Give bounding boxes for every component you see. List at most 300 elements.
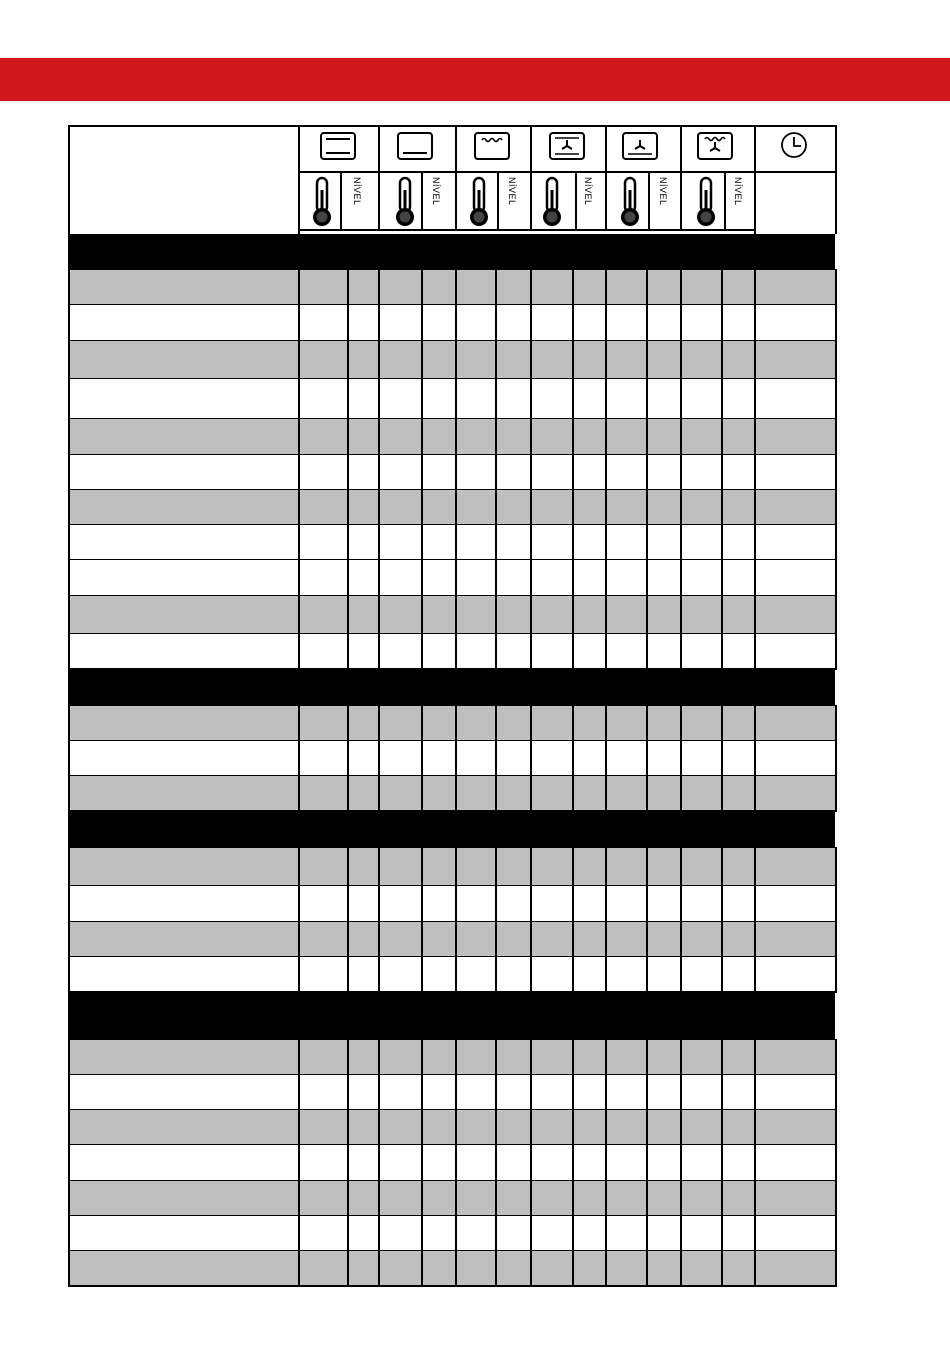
table-cell [572, 1040, 605, 1075]
table-cell [572, 957, 605, 992]
grid-line [646, 886, 648, 922]
table-cell [347, 1145, 378, 1181]
table-cell [298, 776, 347, 811]
table-cell [421, 1216, 455, 1251]
row-label-cell [68, 776, 298, 811]
table-cell [572, 455, 605, 490]
grid-line [495, 1181, 497, 1216]
table-cell [495, 341, 530, 379]
table-cell [530, 455, 572, 490]
grid-line [721, 776, 723, 811]
grid-line [680, 419, 682, 455]
table-cell [495, 957, 530, 992]
grid-line [835, 596, 837, 634]
grid-line [646, 596, 648, 634]
grid-line [68, 1040, 70, 1075]
table-cell [605, 379, 646, 419]
grid-line [835, 490, 837, 525]
table-cell [347, 1075, 378, 1110]
table-cell [298, 706, 347, 741]
grid-line [378, 1110, 380, 1145]
table-cell [455, 1075, 495, 1110]
row-label-cell [68, 1145, 298, 1181]
grid-line [455, 1075, 457, 1110]
grid-line [754, 305, 756, 341]
section-header-row [68, 669, 835, 706]
grid-line [680, 1110, 682, 1145]
grid-line [605, 419, 607, 455]
grid-line [572, 455, 574, 490]
table-cell [298, 341, 347, 379]
table-cell [421, 1075, 455, 1110]
grid-line [530, 419, 532, 455]
grid-line [646, 1216, 648, 1251]
table-cell [754, 1181, 835, 1216]
table-cell [378, 1216, 421, 1251]
grid-line [347, 741, 349, 776]
table-cell [680, 776, 721, 811]
grid-line [68, 1181, 70, 1216]
table-cell [347, 1251, 378, 1286]
table-cell [754, 1145, 835, 1181]
grid-line [298, 1040, 300, 1075]
row-label-cell [68, 490, 298, 525]
table-cell [605, 455, 646, 490]
table-cell [421, 741, 455, 776]
grid-line [421, 490, 423, 525]
section-header-row [68, 234, 835, 270]
grid-line [680, 490, 682, 525]
grid-line [646, 741, 648, 776]
grid-line [572, 776, 574, 811]
grid-line [378, 125, 380, 171]
grid-line [298, 1181, 300, 1216]
table-cell [378, 455, 421, 490]
table-cell [530, 596, 572, 634]
grid-line [530, 886, 532, 922]
grid-line [680, 305, 682, 341]
table-cell [680, 848, 721, 886]
table-cell [605, 596, 646, 634]
table-cell [530, 776, 572, 811]
row-label-cell [68, 419, 298, 455]
grid-line [455, 379, 457, 419]
grid-line [298, 922, 300, 957]
grid-line [495, 848, 497, 886]
table-cell [754, 270, 835, 305]
grid-line [68, 419, 70, 455]
grid-line [680, 270, 682, 305]
table-cell [298, 270, 347, 305]
table-cell [680, 379, 721, 419]
grid-line [680, 1075, 682, 1110]
table-cell [605, 634, 646, 669]
table-cell [298, 1110, 347, 1145]
grid-line [298, 957, 300, 992]
grid-line [421, 1145, 423, 1181]
grid-line [605, 1216, 607, 1251]
table-cell [530, 419, 572, 455]
grid-line [754, 922, 756, 957]
grid-line [605, 270, 607, 305]
grid-line [646, 455, 648, 490]
grid-line [298, 741, 300, 776]
grid-line [68, 125, 837, 127]
grid-line [646, 270, 648, 305]
table-cell [572, 490, 605, 525]
grid-line [754, 596, 756, 634]
grid-line [455, 1216, 457, 1251]
grid-line [378, 634, 380, 669]
table-cell [754, 596, 835, 634]
table-cell [721, 848, 754, 886]
grid-line [835, 741, 837, 776]
table-cell [455, 886, 495, 922]
table-cell [298, 1216, 347, 1251]
table-cell [530, 1110, 572, 1145]
grid-line [646, 525, 648, 560]
grid-line [421, 596, 423, 634]
grid-line [455, 596, 457, 634]
table-cell [646, 379, 680, 419]
table-cell [572, 525, 605, 560]
table-cell [495, 886, 530, 922]
table-cell [347, 341, 378, 379]
table-cell [495, 922, 530, 957]
table-cell [646, 1181, 680, 1216]
grid-line [530, 341, 532, 379]
table-cell [646, 525, 680, 560]
grid-line [605, 171, 607, 229]
table-cell [605, 560, 646, 596]
table-cell [721, 379, 754, 419]
table-cell [347, 848, 378, 886]
grid-line [646, 1075, 648, 1110]
grid-line [421, 1216, 423, 1251]
grid-line [835, 634, 837, 669]
table-cell [421, 1251, 455, 1286]
table-cell [298, 596, 347, 634]
table-cell [721, 776, 754, 811]
grid-line [572, 560, 574, 596]
grid-line [298, 848, 300, 886]
grid-line [455, 1181, 457, 1216]
grid-line [347, 886, 349, 922]
table-cell [455, 706, 495, 741]
grid-line [298, 455, 300, 490]
table-cell [530, 848, 572, 886]
table-cell [572, 379, 605, 419]
grid-line [421, 305, 423, 341]
table-cell [455, 1145, 495, 1181]
table-cell [347, 596, 378, 634]
table-cell [680, 922, 721, 957]
grid-line [646, 1251, 648, 1286]
grid-line [530, 1040, 532, 1075]
grid-line [646, 341, 648, 379]
grid-line [378, 886, 380, 922]
table-cell [495, 1040, 530, 1075]
table-cell [347, 776, 378, 811]
grid-line [455, 706, 457, 741]
table-cell [646, 1040, 680, 1075]
grid-line [68, 596, 70, 634]
grid-line [835, 706, 837, 741]
table-cell [754, 305, 835, 341]
grid-line [347, 1251, 349, 1286]
table-cell [455, 1181, 495, 1216]
table-cell [721, 1251, 754, 1286]
table-cell [605, 1216, 646, 1251]
grid-line [721, 706, 723, 741]
table-cell [605, 341, 646, 379]
grid-line [455, 270, 457, 305]
grid-line [298, 1145, 300, 1181]
table-cell [298, 1145, 347, 1181]
grid-line [572, 305, 574, 341]
grid-line [68, 1285, 837, 1287]
table-cell [754, 1216, 835, 1251]
grid-line [421, 379, 423, 419]
table-cell [646, 455, 680, 490]
table-cell [680, 560, 721, 596]
table-cell [754, 706, 835, 741]
table-cell [378, 1040, 421, 1075]
grid-line [575, 171, 577, 229]
grid-line [495, 270, 497, 305]
table-cell [378, 634, 421, 669]
grid-line [530, 1145, 532, 1181]
grid-line [298, 1110, 300, 1145]
row-label-cell [68, 305, 298, 341]
table-cell [378, 1110, 421, 1145]
grid-line [455, 341, 457, 379]
grid-line [646, 922, 648, 957]
grid-line [572, 741, 574, 776]
grid-line [680, 634, 682, 669]
table-cell [646, 1110, 680, 1145]
grid-line [754, 525, 756, 560]
grid-line [298, 305, 300, 341]
grid-line [754, 634, 756, 669]
grid-line [298, 270, 300, 305]
table-cell [754, 490, 835, 525]
grid-line [495, 1145, 497, 1181]
table-cell [455, 525, 495, 560]
grid-line [298, 776, 300, 811]
table-cell [298, 634, 347, 669]
grid-line [605, 1251, 607, 1286]
grid-line [605, 1040, 607, 1075]
grid-line [680, 341, 682, 379]
table-cell [378, 1181, 421, 1216]
grid-line [646, 1145, 648, 1181]
grid-line [572, 1145, 574, 1181]
grid-line [530, 525, 532, 560]
table-cell [754, 957, 835, 992]
grid-line [378, 490, 380, 525]
grid-line [680, 596, 682, 634]
grid-line [455, 886, 457, 922]
grid-line [455, 171, 457, 229]
table-cell [378, 1251, 421, 1286]
table-cell [646, 596, 680, 634]
grid-line [347, 419, 349, 455]
grid-line [530, 706, 532, 741]
grid-line [530, 1181, 532, 1216]
grid-line [680, 125, 682, 171]
grid-line [298, 886, 300, 922]
grid-line [455, 1110, 457, 1145]
grid-line [68, 455, 70, 490]
table-cell [530, 1181, 572, 1216]
fan-grill-icon [697, 132, 733, 162]
grid-line [378, 1040, 380, 1075]
table-cell [530, 490, 572, 525]
grid-line [680, 455, 682, 490]
table-cell [378, 886, 421, 922]
grid-line [835, 1181, 837, 1216]
row-label-cell [68, 1216, 298, 1251]
grid-line [721, 419, 723, 455]
table-cell [605, 490, 646, 525]
table-cell [721, 1040, 754, 1075]
table-cell [298, 490, 347, 525]
table-cell [455, 341, 495, 379]
grid-line [572, 596, 574, 634]
grid-line [646, 848, 648, 886]
grid-line [572, 525, 574, 560]
grid-line [455, 305, 457, 341]
grid-line [721, 957, 723, 992]
table-cell [421, 922, 455, 957]
grid-line [835, 525, 837, 560]
table-cell [378, 341, 421, 379]
table-cell [721, 341, 754, 379]
table-cell [378, 741, 421, 776]
table-cell [721, 490, 754, 525]
table-cell [421, 957, 455, 992]
table-cell [646, 957, 680, 992]
grid-line [495, 1075, 497, 1110]
table-cell [347, 706, 378, 741]
grid-line [455, 490, 457, 525]
grid-line [378, 1216, 380, 1251]
table-cell [572, 1251, 605, 1286]
table-cell [298, 379, 347, 419]
grid-line [347, 922, 349, 957]
grid-line [298, 1251, 300, 1286]
table-cell [754, 1075, 835, 1110]
grid-line [421, 922, 423, 957]
grid-line [421, 455, 423, 490]
table-cell [754, 1040, 835, 1075]
grid-line [605, 957, 607, 992]
table-cell [680, 455, 721, 490]
grid-line [754, 1216, 756, 1251]
row-label-cell [68, 1110, 298, 1145]
grid-line [455, 776, 457, 811]
grid-line [572, 706, 574, 741]
grid-line [68, 1110, 70, 1145]
table-cell [572, 560, 605, 596]
grid-line [421, 776, 423, 811]
grid-line [421, 1251, 423, 1286]
grid-line [378, 1181, 380, 1216]
grid-line [572, 957, 574, 992]
table-cell [721, 1181, 754, 1216]
grid-line [605, 490, 607, 525]
grid-line [530, 305, 532, 341]
thermometer-icon [468, 176, 490, 228]
grid-line [378, 741, 380, 776]
grid-line [68, 886, 70, 922]
table-cell [495, 1075, 530, 1110]
table-cell [572, 848, 605, 886]
level-label: NÍVEL [583, 177, 593, 206]
grid-line [68, 1145, 70, 1181]
grid-line [721, 270, 723, 305]
table-cell [646, 1251, 680, 1286]
table-cell [455, 455, 495, 490]
grid-line [347, 270, 349, 305]
grid-line [721, 886, 723, 922]
grid-line [347, 1216, 349, 1251]
table-cell [378, 776, 421, 811]
table-cell [455, 741, 495, 776]
row-label-cell [68, 848, 298, 886]
grid-line [754, 1110, 756, 1145]
table-cell [530, 305, 572, 341]
grid-line [721, 490, 723, 525]
grid-line [378, 1075, 380, 1110]
grid-line [495, 455, 497, 490]
grid-line [298, 706, 300, 741]
grid-line [835, 776, 837, 811]
table-cell [298, 886, 347, 922]
table-cell [721, 1145, 754, 1181]
table-cell [680, 1075, 721, 1110]
table-cell [378, 379, 421, 419]
grid-line [646, 490, 648, 525]
table-cell [721, 706, 754, 741]
grid-line [530, 1110, 532, 1145]
table-cell [455, 560, 495, 596]
grid-line [680, 922, 682, 957]
level-label: NÍVEL [658, 177, 668, 206]
grid-line [347, 1040, 349, 1075]
thermometer-icon [619, 176, 641, 228]
grid-line [298, 1216, 300, 1251]
table-cell [572, 1216, 605, 1251]
grid-line [572, 848, 574, 886]
table-cell [572, 886, 605, 922]
grid-line [605, 125, 607, 171]
grid-line [605, 741, 607, 776]
table-cell [347, 957, 378, 992]
grid-line [835, 1075, 837, 1110]
table-cell [455, 379, 495, 419]
bottom-heat-icon [397, 132, 433, 162]
table-cell [421, 776, 455, 811]
table-cell [754, 1251, 835, 1286]
grid-line [646, 776, 648, 811]
grid-line [455, 741, 457, 776]
table-cell [646, 341, 680, 379]
grid-line [378, 341, 380, 379]
grid-line [455, 419, 457, 455]
table-cell [421, 455, 455, 490]
